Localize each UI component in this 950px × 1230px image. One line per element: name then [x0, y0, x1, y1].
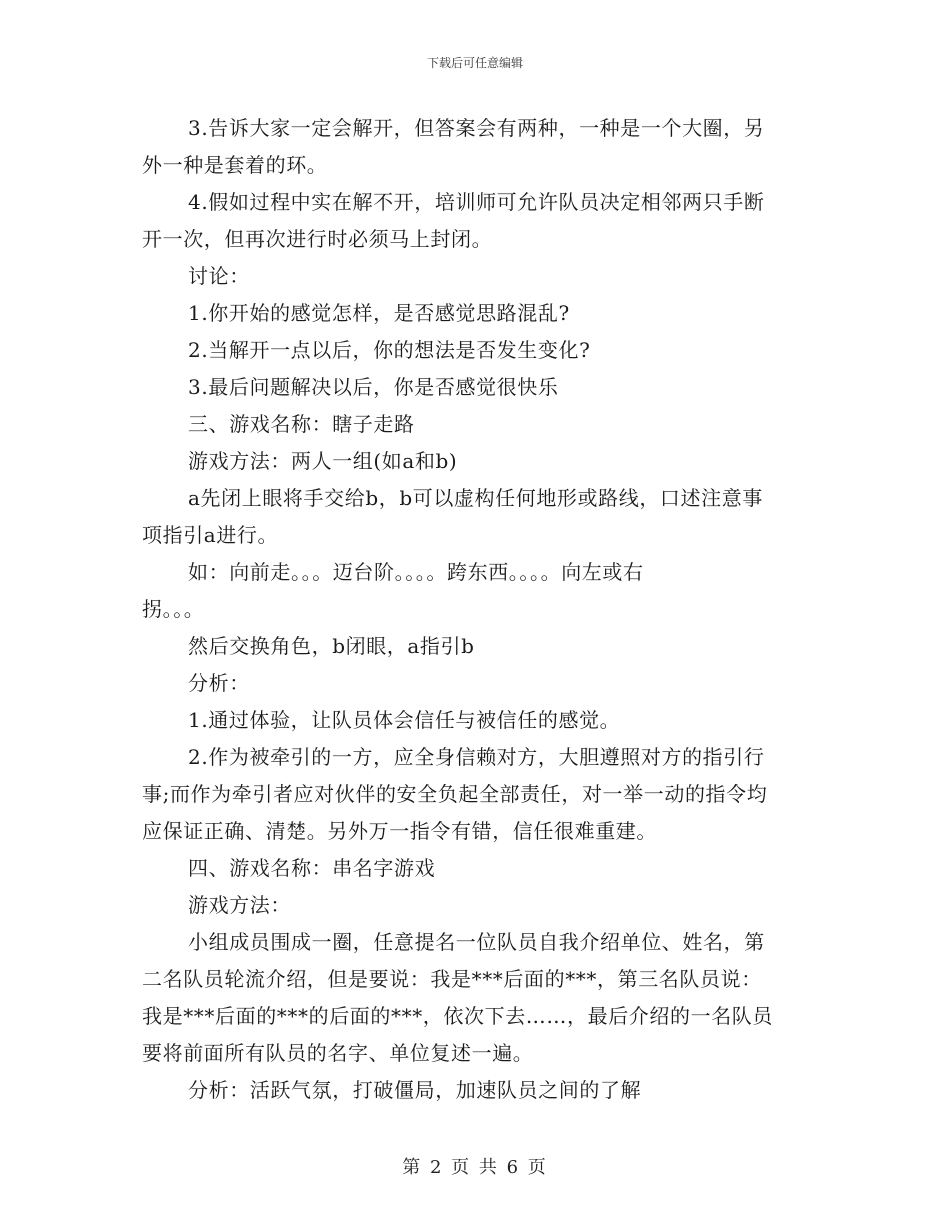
text-line: a先闭上眼将手交给b，b可以虚构任何地形或路线，口述注意事: [188, 486, 763, 510]
text-line: 事;而作为牵引者应对伙伴的安全负起全部责任，对一举一动的指令均: [142, 782, 768, 806]
text-line: 分析：活跃气氛，打破僵局，加速队员之间的了解: [188, 1078, 642, 1102]
text-line: 如：向前走。。。迈台阶。。。。跨东西。。。。向左或右: [188, 560, 644, 584]
page-header: 下载后可任意编辑: [426, 56, 523, 70]
text-line: 1.你开始的感觉怎样，是否感觉思路混乱?: [188, 301, 570, 325]
text-line: 分析：: [188, 671, 250, 695]
text-line: 4.假如过程中实在解不开，培训师可允许队员决定相邻两只手断: [188, 190, 765, 214]
text-line: 然后交换角色，b闭眼，a指引b: [188, 634, 475, 658]
text-line: 应保证正确、清楚。另外万一指令有错，信任很难重建。: [142, 819, 657, 843]
text-line: 拐。。。: [142, 597, 205, 621]
text-line: 2.当解开一点以后，你的想法是否发生变化?: [188, 338, 591, 362]
text-line: 项指引a进行。: [142, 523, 279, 547]
text-line: 开一次，但再次进行时必须马上封闭。: [142, 227, 493, 251]
text-line: 2.作为被牵引的一方，应全身信赖对方，大胆遵照对方的指引行: [188, 745, 765, 769]
text-line: 3.告诉大家一定会解开，但答案会有两种，一种是一个大圈，另: [188, 116, 765, 140]
text-line: 游戏方法：: [188, 893, 291, 917]
text-line: 3.最后问题解决以后，你是否感觉很快乐: [188, 375, 559, 399]
text-line: 游戏方法：两人一组(如a和b): [188, 449, 458, 473]
text-line: 外一种是套着的环。: [142, 153, 328, 177]
text-line: 四、游戏名称：串名字游戏: [188, 856, 436, 880]
text-line: 小组成员围成一圈，任意提名一位队员自我介绍单位、姓名，第: [188, 930, 765, 954]
document-body: [142, 110, 806, 1109]
text-line: 要将前面所有队员的名字、单位复述一遍。: [142, 1041, 534, 1065]
text-line: 讨论：: [188, 264, 250, 288]
text-line: 二名队员轮流介绍，但是要说：我是***后面的***，第三名队员说：: [142, 967, 762, 991]
text-line: 三、游戏名称：瞎子走路: [188, 412, 415, 436]
text-line: 我是***后面的***的后面的***，依次下去……，最后介绍的一名队员: [142, 1004, 773, 1028]
page-footer: 第 2 页 共 6 页: [402, 1157, 548, 1178]
text-line: 1.通过体验，让队员体会信任与被信任的感觉。: [188, 708, 621, 732]
